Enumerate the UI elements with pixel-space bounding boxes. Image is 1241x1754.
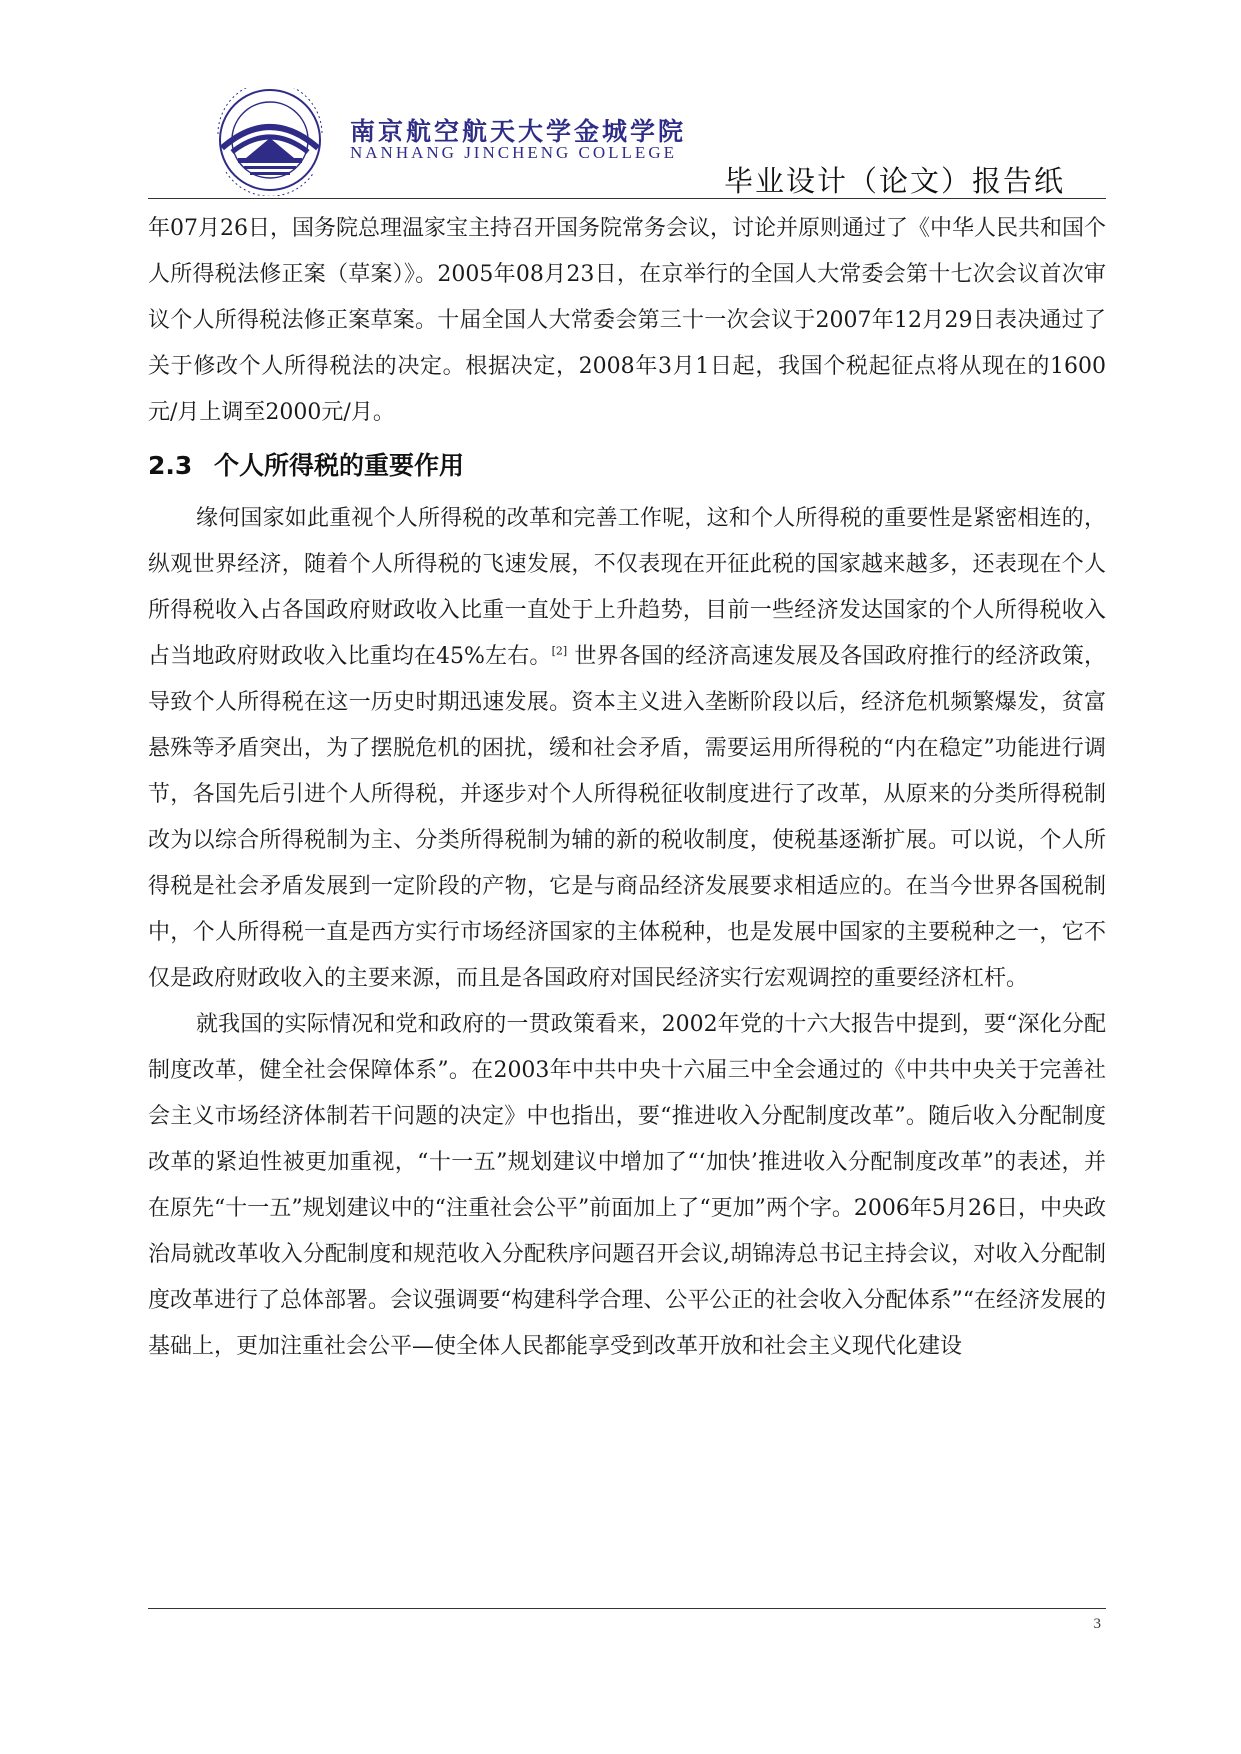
report-title: 毕业设计（论文）报告纸 (723, 164, 1065, 198)
intro-paragraph: 年07月26日，国务院总理温家宝主持召开国务院常务会议，讨论并原则通过了《中华人民共和国个人所得税法修正案（草案）》。2005年08月23日，在京举行的全国人大常委会第十七次会议首次审议个人所得税法修正案草案。十届全国人大常委会第三十一次会议于2007年12月29日表决通过了关于修改个人所得税法的决定。根据决定，2008年3月1日起，我国个税起征点将从现在的1600元/月上调至2000元/月。 (148, 216, 1106, 425)
citation-ref: [2] (551, 644, 568, 658)
college-name-cn: 南京航空航天大学金城学院 (350, 117, 687, 146)
page-number: 3 (1093, 1616, 1101, 1632)
section-heading (148, 436, 1106, 496)
paragraph-2-part1: 缘何国家如此重视个人所得税的改革和完善工作呢，这和个人所得税的重要性是紧密相连的，纵观世界经济，随着个人所得税的飞速发展，不仅表现在开征此税的国家越来越多，还表现在个人所得税收入占各国政府财政收入比重一直处于上升趋势，目前一些经济发达国家的个人所得税收入占当地政府财政收入比重均在45%左右。 (148, 506, 1106, 669)
document-body (148, 198, 1106, 1370)
section-number: 2.3 (148, 451, 193, 480)
footer-divider (148, 1608, 1106, 1609)
college-name-en: NANHANG JINCHENG COLLEGE (350, 143, 677, 162)
paragraph-2 (148, 496, 1106, 1002)
section-title: 个人所得税的重要作用 (214, 451, 465, 480)
college-emblem-icon (208, 88, 338, 196)
paragraph-2-part2: 世界各国的经济高速发展及各国政府推行的经济政策，导致个人所得税在这一历史时期迅速发展。资本主义进入垄断阶段以后，经济危机频繁爆发，贫富悬殊等矛盾突出，为了摆脱危机的困扰，缓和社会矛盾，需要运用所得税的“内在稳定”功能进行调节，各国先后引进个人所得税，并逐步对个人所得税征收制度进行了改革，从原来的分类所得税制改为以综合所得税制为主、分类所得税制为辅的新的税收制度，使税基逐渐扩展。可以说，个人所得税是社会矛盾发展到一定阶段的产物，它是与商品经济发展要求相适应的。在当今世界各国税制中，个人所得税一直是西方实行市场经济国家的主体税种，也是发展中国家的主要税种之一，它不仅是政府财政收入的主要来源，而且是各国政府对国民经济实行宏观调控的重要经济杠杆。 (148, 644, 1106, 991)
paragraph-3: 就我国的实际情况和党和政府的一贯政策看来，2002年党的十六大报告中提到，要“深化分配制度改革，健全社会保障体系”。在2003年中共中央十六届三中全会通过的《中共中央关于完善社会主义市场经济体制若干问题的决定》中也指出，要“推进收入分配制度改革”。随后收入分配制度改革的紧迫性被更加重视，“十一五”规划建议中增加了“‘加快’推进收入分配制度改革”的表述，并在原先“十一五”规划建议中的“注重社会公平”前面加上了“更加”两个字。2006年5月26日，中央政治局就改革收入分配制度和规范收入分配秩序问题召开会议,胡锦涛总书记主持会议，对收入分配制度改革进行了总体部署。会议强调要“构建科学合理、公平公正的社会收入分配体系”“在经济发展的基础上，更加注重社会公平—使全体人民都能享受到改革开放和社会主义现代化建设 (148, 1012, 1106, 1359)
